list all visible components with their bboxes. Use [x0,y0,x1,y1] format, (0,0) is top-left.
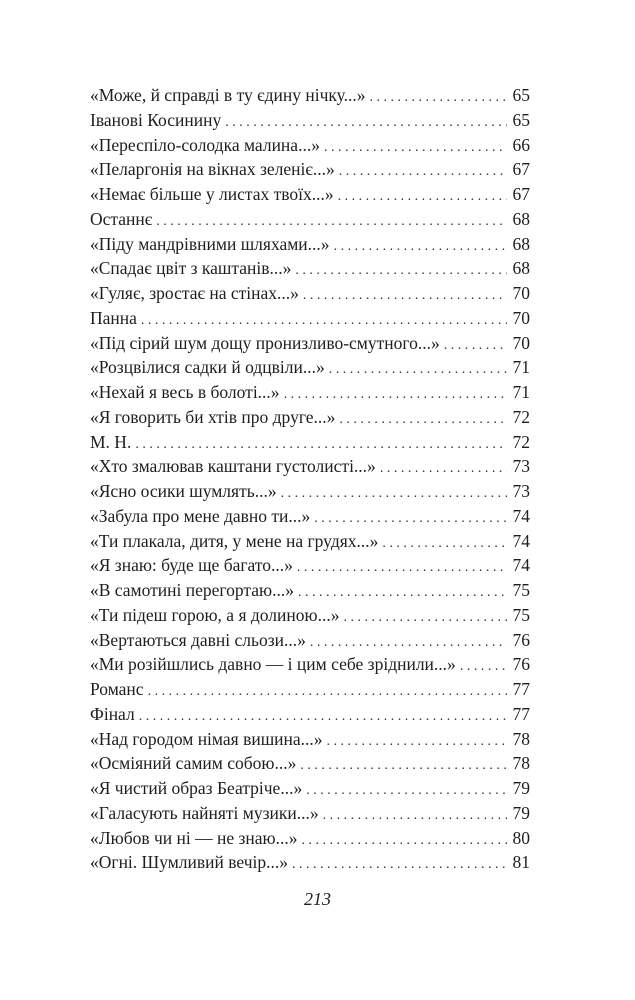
dot-leader [380,457,507,482]
dot-leader [338,185,507,210]
toc-entry-page: 68 [512,208,530,229]
toc-entry-page: 74 [512,505,530,526]
dot-leader [302,829,507,854]
toc-entry [90,355,530,380]
toc-entry [90,776,530,801]
dot-leader [324,136,507,161]
page-number: 213 [304,889,331,909]
toc-entry [90,380,530,405]
toc-entry-page: 75 [512,604,530,625]
table-of-contents [90,83,530,875]
toc-entry-page: 70 [512,332,530,353]
toc-entry-title: «Осміяний самим собою...» [90,753,297,774]
dot-leader [281,482,507,507]
toc-entry-title: Фінал [90,703,135,724]
toc-entry-page: 78 [512,753,530,774]
dot-leader [339,408,506,433]
toc-entry-page: 77 [512,679,530,699]
dot-leader [329,358,507,383]
toc-entry [90,652,530,677]
toc-entry-title: «Над городом німая вишина...» [90,728,323,749]
toc-entry-title: «Вертаються давні сльози...» [90,629,306,650]
toc-entry-page: 79 [512,802,530,823]
dot-leader [382,532,506,557]
dot-leader [323,804,507,829]
dot-leader [334,235,507,260]
toc-entry-title: Романс [90,679,144,699]
toc-entry [90,405,530,430]
toc-entry-title: Панна [90,307,137,328]
toc-entry-page: 70 [512,307,530,328]
dot-leader [339,160,507,185]
dot-leader [300,754,506,779]
toc-entry-page: 75 [512,580,530,600]
toc-entry [90,306,530,331]
toc-entry [90,628,530,653]
toc-entry-title: «Спадає цвіт з каштанів...» [90,258,292,279]
toc-entry [90,454,530,479]
toc-entry-page: 79 [512,778,530,798]
dot-leader [460,655,507,680]
toc-entry [90,479,530,504]
toc-entry [90,529,530,554]
toc-entry [90,727,530,752]
toc-entry-page: 68 [512,233,530,254]
toc-entry-title: «Я знаю: буде ще багато...» [90,555,293,576]
toc-entry [90,256,530,281]
toc-entry-page: 65 [512,109,530,130]
toc-entry-title: «Я чистий образ Беатріче...» [90,778,303,798]
toc-entry-page: 71 [512,357,530,378]
toc-entry-page: 70 [512,283,530,303]
toc-entry-page: 65 [512,85,530,105]
toc-entry [90,232,530,257]
toc-entry-title: «Розцвілися садки й одцвіли...» [90,357,325,378]
toc-entry [90,182,530,207]
toc-entry-page: 74 [512,530,530,551]
toc-entry-title: «Немає більше у листах твоїх...» [90,184,334,204]
toc-entry [90,702,530,727]
toc-entry-title: «Хто змалював каштани густолисті...» [90,456,376,477]
toc-entry [90,801,530,826]
toc-entry-title: «Любов чи ні — не знаю...» [90,827,298,848]
toc-entry-page: 67 [512,184,530,204]
toc-entry-page: 72 [512,406,530,427]
toc-entry-title: «В самотині перегортаю...» [90,580,294,600]
toc-entry [90,83,530,108]
dot-leader [444,334,507,359]
toc-entry [90,826,530,851]
toc-entry-title: «Може, й справді в ту єдину нічку...» [90,85,366,105]
toc-entry-title: «Гуляє, зростає на стінах...» [90,283,299,303]
toc-entry [90,207,530,232]
toc-entry-page: 74 [512,555,530,576]
toc-entry [90,553,530,578]
toc-entry-page: 73 [512,481,530,501]
toc-entry [90,331,530,356]
toc-entry-page: 68 [512,258,530,279]
dot-leader [292,853,506,878]
toc-entry [90,157,530,182]
toc-entry [90,850,530,875]
toc-entry [90,677,530,702]
toc-entry-title: «Нехай я весь в болоті...» [90,382,280,402]
toc-entry-title: «Ти підеш горою, а я долиною...» [90,604,340,625]
toc-entry-page: 78 [512,728,530,749]
toc-entry [90,108,530,133]
toc-entry [90,578,530,603]
dot-leader [295,259,506,284]
toc-entry-page: 76 [512,654,530,675]
toc-entry-page: 67 [512,159,530,180]
toc-entry-title: «Огні. Шумливий вечір...» [90,852,289,873]
toc-entry-page: 73 [512,456,530,477]
toc-entry-title: «Переспіло-солодка малина...» [90,134,320,155]
dot-leader [148,680,507,705]
toc-entry [90,751,530,776]
toc-entry-title: «Я говорить би хтів про друге...» [90,406,336,427]
toc-entry-title: «Ми розійшлись давно — і цим себе зріднили...» [90,654,456,675]
toc-entry-title: М. Н. [90,431,132,452]
toc-entry-title: Івановi Косинину [90,109,222,130]
toc-entry-page: 76 [512,629,530,650]
toc-entry-title: «Пеларгонія на вікнах зеленіє...» [90,159,335,180]
toc-entry-title: «Ясно осики шумлять...» [90,481,277,501]
toc-entry-title: Останнє [90,208,153,229]
toc-entry [90,281,530,306]
toc-entry-title: «Ти плакала, дитя, у мене на грудях...» [90,530,379,551]
toc-entry-page: 77 [512,703,530,724]
dot-leader [343,606,506,631]
toc-entry [90,430,530,455]
toc-entry [90,603,530,628]
toc-entry-title: «Забула про мене давно ти...» [90,505,311,526]
toc-entry-title: «Під сірий шум дощу пронизливо-смутного...» [90,332,440,353]
toc-entry-page: 72 [512,431,530,452]
toc-entry-page: 66 [512,134,530,155]
toc-entry-page: 81 [512,852,530,873]
dot-leader [370,86,507,111]
toc-entry-title: «Галасують найняті музики...» [90,802,319,823]
dot-leader [297,556,507,581]
toc-entry-page: 80 [512,827,530,848]
dot-leader [303,284,507,309]
toc-entry-page: 71 [512,382,530,402]
dot-leader [306,779,506,804]
toc-entry [90,133,530,158]
dot-leader [327,730,507,755]
toc-entry [90,504,530,529]
toc-entry-title: «Піду мандрівними шляхами...» [90,233,330,254]
